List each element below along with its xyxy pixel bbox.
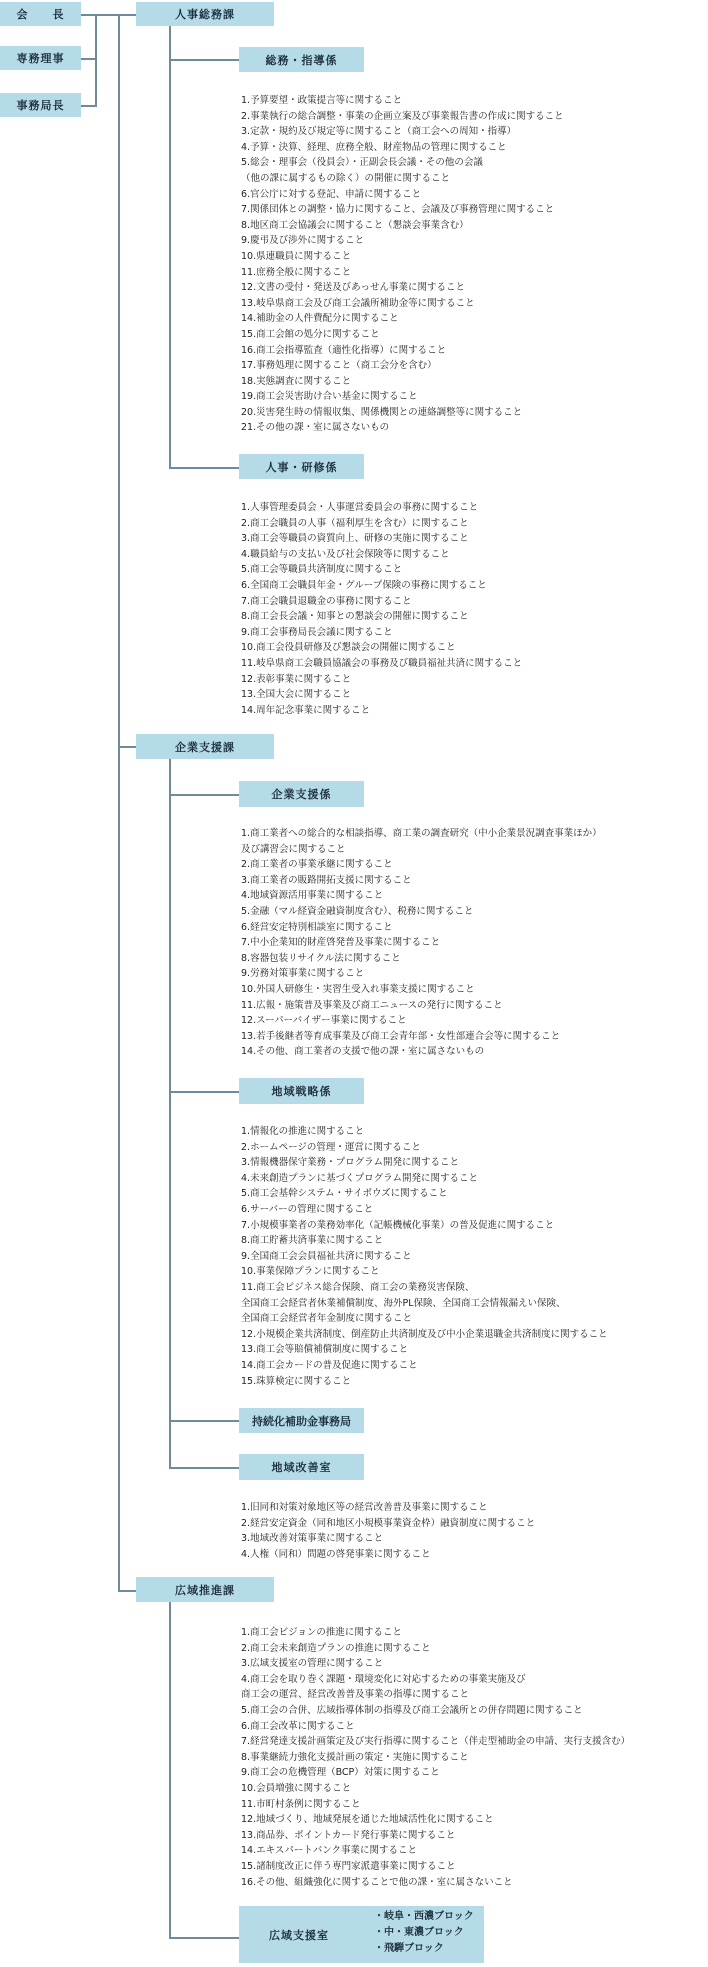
duty-item: 3.広域支援室の管理に関すること — [241, 1658, 384, 1670]
duty-item: 9.慶弔及び渉外に関すること — [241, 235, 365, 247]
duty-item: 6.経営安定特別相談室に関すること — [241, 921, 393, 933]
duty-item: 21.その他の課・室に属さないもの — [241, 422, 390, 434]
managing-director-box: 専務理事 — [0, 46, 81, 70]
duty-item: 2.商工業者の事業承継に関すること — [241, 859, 393, 871]
regional-promotion-department: 広域推進課 — [136, 1577, 274, 1602]
duty-item: 2.事業執行の総合調整・事業の企画立案及び事業報告書の作成に関すること — [241, 110, 564, 122]
duty-item: 3.情報機器保守業務・プログラム開発に関すること — [241, 1157, 459, 1169]
duty-item: 12.地域づくり、地域発展を通じた地域活性化に関すること — [241, 1814, 494, 1826]
duty-item: 10.事業保障プランに関すること — [241, 1266, 380, 1278]
connector-rp-wide-h — [169, 1937, 239, 1939]
duty-item: 全国商工会経営者年金制度に関すること — [241, 1313, 413, 1325]
duty-item: 13.若手後継者等育成事業及び商工会青年部・女性部連合会等に関すること — [241, 1030, 561, 1042]
regional-strategy-section: 地域戦略係 — [239, 1078, 364, 1104]
duty-item: 4.予算・決算、経理、庶務全般、財産物品の管理に関すること — [241, 141, 507, 153]
duty-item: 13.岐阜県商工会及び商工会議所補助金等に関すること — [241, 297, 475, 309]
duty-item: 14.その他、商工業者の支援で他の課・室に属さないもの — [241, 1046, 485, 1058]
connector-bs-support-h — [169, 794, 239, 796]
duty-item: 7.関係団体との調整・協力に関すること、会議及び事務管理に関すること — [241, 204, 555, 216]
duty-item: 8.地区商工会協議会に関すること（懇談会事業含む） — [241, 219, 469, 231]
duty-item: 4.人権（同和）問題の啓発事業に関すること — [241, 1548, 431, 1560]
regional-improvement-duties — [241, 1500, 535, 1562]
general-guidance-section: 総務・指導係 — [239, 47, 364, 72]
duty-item: 1.情報化の推進に関すること — [241, 1126, 365, 1137]
personnel-training-section: 人事・研修係 — [239, 454, 364, 479]
connector-hr-personnel-h — [169, 467, 239, 469]
duty-item: 1.予算要望・政策提言等に関すること — [241, 95, 403, 106]
regional-promotion-duties — [241, 1625, 630, 1890]
block-item: ・岐阜・西濃ブロック — [374, 1911, 474, 1922]
connector-bs-h — [118, 746, 136, 748]
connector-exec-h3 — [81, 105, 97, 107]
duty-item: 14.補助金の人件費配分に関すること — [241, 313, 399, 325]
duty-item: （他の課に属するもの除く）の開催に関すること — [241, 172, 451, 184]
connector-main-vertical — [118, 14, 120, 1590]
duty-item: 10.会員増強に関すること — [241, 1782, 352, 1794]
duty-item: 6.全国商工会職員年金・グループ保険の事務に関すること — [241, 579, 487, 591]
duty-item: 3.定款・規約及び規定等に関すること（商工会への周知・指導） — [241, 126, 517, 138]
duty-item: 3.地域改善対策事業に関すること — [241, 1533, 384, 1545]
duty-item: 及び講習会に関すること — [241, 843, 346, 855]
duty-item: 6.商工会改革に関すること — [241, 1720, 355, 1732]
connector-hr-vertical — [169, 25, 171, 467]
duty-item: 16.その他、組織強化に関することで他の課・室に属さないこと — [241, 1876, 513, 1888]
connector-bs-strategy-h — [169, 1091, 239, 1093]
duty-item: 4.職員給与の支払い及び社会保険等に関すること — [241, 548, 450, 560]
regional-strategy-duties — [241, 1124, 608, 1389]
duty-item: 10.県連職員に関すること — [241, 250, 352, 262]
duty-item: 12.スーパーバイザー事業に関すること — [241, 1015, 407, 1027]
block-item: ・飛騨ブロック — [374, 1943, 444, 1954]
duty-item: 11.市町村条例に関すること — [241, 1798, 361, 1810]
connector-hr-general-h — [169, 59, 239, 61]
duty-item: 5.金融（マル経資金融資制度含む）、税務に関すること — [241, 905, 474, 917]
duty-item: 13.全国大会に関すること — [241, 689, 352, 701]
duty-item: 商工会の運営、経営改善普及事業の指導に関すること — [241, 1689, 470, 1701]
chairman-box: 会 長 — [0, 2, 81, 26]
duty-item: 14.周年記念事業に関すること — [241, 704, 371, 716]
duty-item: 1.旧同和対策対象地区等の経営改善普及事業に関すること — [241, 1502, 488, 1513]
duty-item: 7.小規模事業者の業務効率化（記帳機械化事業）の普及促進に関すること — [241, 1219, 555, 1231]
duty-item: 2.商工会未来創造プランの推進に関すること — [241, 1642, 431, 1654]
duty-item: 6.官公庁に対する登記、申請に関すること — [241, 188, 422, 200]
duty-item: 11.広報・施策普及事業及び商工ニュースの発行に関すること — [241, 999, 503, 1011]
duty-item: 11.岐阜県商工会職員協議会の事務及び職員福祉共済に関すること — [241, 657, 523, 669]
duty-item: 12.表彰事業に関すること — [241, 673, 352, 685]
duty-item: 14.商工会カードの普及促進に関すること — [241, 1359, 418, 1371]
hr-general-department: 人事総務課 — [136, 2, 274, 26]
duty-item: 2.商工会職員の人事（福利厚生を含む）に関すること — [241, 517, 469, 529]
duty-item: 7.経営発達支援計画策定及び実行指導に関すること（伴走型補助金の申請、実行支援含む） — [241, 1736, 631, 1748]
duty-item: 13.商工会等賠償補償制度に関すること — [241, 1344, 409, 1356]
connector-exec-vertical — [95, 14, 97, 106]
duty-item: 18.実態調査に関すること — [241, 375, 352, 387]
duty-item: 7.商工会職員退職金の事務に関すること — [241, 595, 412, 607]
wide-area-blocks — [374, 1909, 474, 1957]
duty-item: 8.商工貯蓄共済事業に関すること — [241, 1235, 384, 1247]
duty-item: 13.商品券、ポイントカード発行事業に関すること — [241, 1829, 456, 1841]
duty-item: 5.商工会等職員共済制度に関すること — [241, 564, 403, 576]
regional-improvement-office: 地域改善室 — [239, 1454, 364, 1480]
connector-hr-h — [96, 14, 136, 16]
duty-item: 5.商工会基幹システム・サイボウズに関すること — [241, 1188, 448, 1200]
duty-item: 8.容器包装リサイクル法に関すること — [241, 952, 401, 964]
duty-item: 14.エキスパートバンク事業に関すること — [241, 1845, 418, 1857]
duty-item: 1.商工業者への総合的な相談指導、商工業の調査研究（中小企業景況調査事業ほか） — [241, 828, 602, 839]
duty-item: 11.庶務全般に関すること — [241, 266, 352, 278]
connector-rp-vertical — [169, 1602, 171, 1938]
connector-bs-vertical — [169, 759, 171, 1468]
duty-item: 9.商工会の危機管理（BCP）対策に関すること — [241, 1767, 440, 1779]
duty-item: 2.ホームページの管理・運営に関すること — [241, 1141, 421, 1153]
duty-item: 4.商工会を取り巻く課題・環境変化に対応するための事業実施及び — [241, 1673, 526, 1685]
duty-item: 4.未来創造プランに基づくプログラム開発に関すること — [241, 1172, 478, 1184]
duty-item: 1.商工会ビジョンの推進に関すること — [241, 1627, 402, 1638]
connector-bs-subsidy-h — [169, 1420, 239, 1422]
duty-item: 3.商工会等職員の資質向上、研修の実施に関すること — [241, 533, 469, 545]
secretary-general-box: 事務局長 — [0, 93, 81, 117]
duty-item: 11.商工会ビジネス総合保険、商工会の業務災害保険、 — [241, 1281, 475, 1293]
duty-item: 17.事務処理に関すること（商工会分を含む） — [241, 360, 437, 372]
duty-item: 2.経営安定資金（同和地区小規模事業資金枠）融資制度に関すること — [241, 1517, 536, 1529]
connector-exec-h2 — [81, 58, 97, 60]
duty-item: 4.地域資源活用事業に関すること — [241, 890, 384, 902]
duty-item: 19.商工会災害助け合い基金に関すること — [241, 391, 418, 403]
duty-item: 3.商工業者の販路開拓支援に関すること — [241, 874, 412, 886]
duty-item: 7.中小企業知的財産啓発普及事業に関すること — [241, 937, 441, 949]
duty-item: 9.労務対策事業に関すること — [241, 968, 365, 980]
duty-item: 15.珠算検定に関すること — [241, 1375, 352, 1387]
duty-item: 8.商工会長会議・知事との懇談会の開催に関すること — [241, 611, 469, 623]
duty-item: 6.サーバーの管理に関すること — [241, 1203, 374, 1215]
duty-item: 20.災害発生時の情報収集、関係機関との連絡調整等に関すること — [241, 406, 523, 418]
duty-item: 12.文書の受付・発送及びあっせん事業に関すること — [241, 282, 466, 294]
wide-area-support-office-label: 広域支援室 — [269, 1929, 329, 1942]
duty-item: 1.人事管理委員会・人事運営委員会の事務に関すること — [241, 502, 479, 513]
duty-item: 15.商工会館の処分に関すること — [241, 328, 380, 340]
duty-item: 10.商工会役員研修及び懇談会の開催に関すること — [241, 642, 456, 654]
general-guidance-duties — [241, 93, 564, 436]
duty-item: 12.小規模企業共済制度、倒産防止共済制度及び中小企業退職金共済制度に関すること — [241, 1328, 608, 1340]
business-support-duties — [241, 826, 602, 1060]
connector-rp-h — [118, 1590, 136, 1592]
business-support-section: 企業支援係 — [239, 781, 364, 807]
duty-item: 9.商工会事務局長会議に関すること — [241, 626, 393, 638]
block-item: ・中・東濃ブロック — [374, 1927, 464, 1938]
duty-item: 8.事業継続力強化支援計画の策定・実施に関すること — [241, 1751, 469, 1763]
business-support-department: 企業支援課 — [136, 734, 274, 759]
duty-item: 9.全国商工会会員福祉共済に関すること — [241, 1250, 412, 1262]
duty-item: 15.諸制度改正に伴う専門家派遣事業に関すること — [241, 1860, 456, 1872]
duty-item: 16.商工会指導監査（適性化指導）に関すること — [241, 344, 447, 356]
duty-item: 10.外国人研修生・実習生受入れ事業支援に関すること — [241, 983, 475, 995]
duty-item: 5.総会・理事会（役員会）・正副会長会議・その他の会議 — [241, 157, 483, 169]
sustainability-subsidy-office: 持続化補助金事務局 — [239, 1408, 364, 1433]
duty-item: 全国商工会経営者休業補償制度、海外PL保険、全国商工会情報漏えい保険、 — [241, 1297, 566, 1309]
connector-bs-improvement-h — [169, 1467, 239, 1469]
duty-item: 5.商工会の合併、広域指導体制の指導及び商工会議所との併存問題に関すること — [241, 1704, 583, 1716]
personnel-training-duties — [241, 500, 522, 718]
